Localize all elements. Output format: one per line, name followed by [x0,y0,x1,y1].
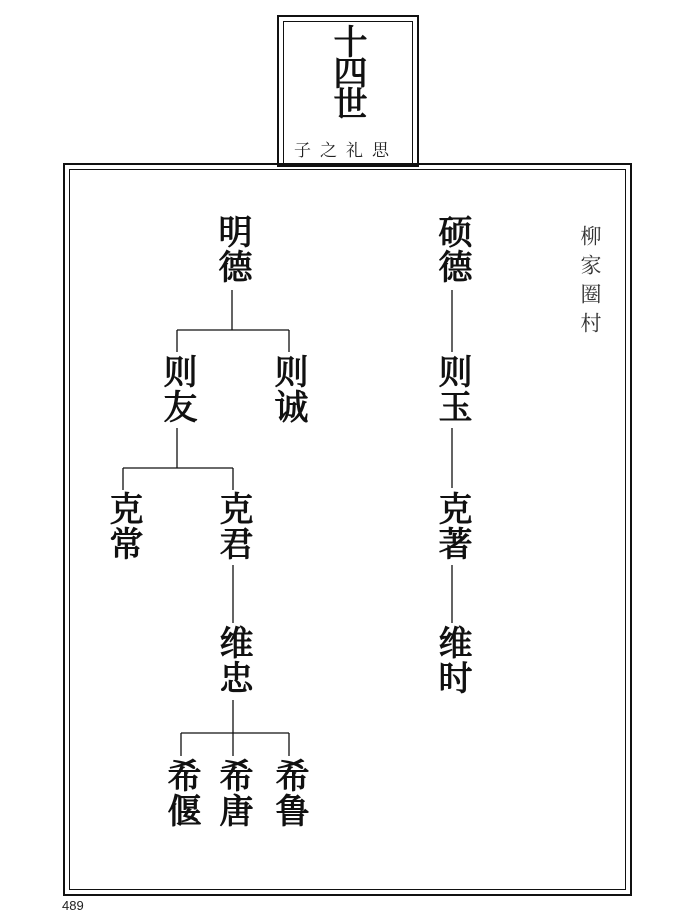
person-zeyu: 则玉 [432,354,472,424]
person-kezhu: 克著 [432,491,472,561]
person-xilu: 希鲁 [269,758,309,828]
person-zecheng: 则诚 [268,354,308,424]
person-weizhong: 维忠 [213,625,253,695]
person-shuode: 硕德 [432,214,472,284]
person-weishi: 维时 [432,625,472,695]
person-xitang: 希唐 [213,758,253,828]
generation-title: 十四世 [327,24,367,117]
person-kechang: 克常 [103,491,143,561]
village-label: 柳家圈村 [578,225,602,341]
person-kejun: 克君 [213,491,253,561]
person-xiyan: 希偃 [161,758,201,828]
page-number: 489 [62,898,84,913]
person-mingde: 明德 [212,214,252,284]
person-zeyou: 则友 [157,354,197,424]
generation-subtitle: 子之礼思 [294,141,398,161]
